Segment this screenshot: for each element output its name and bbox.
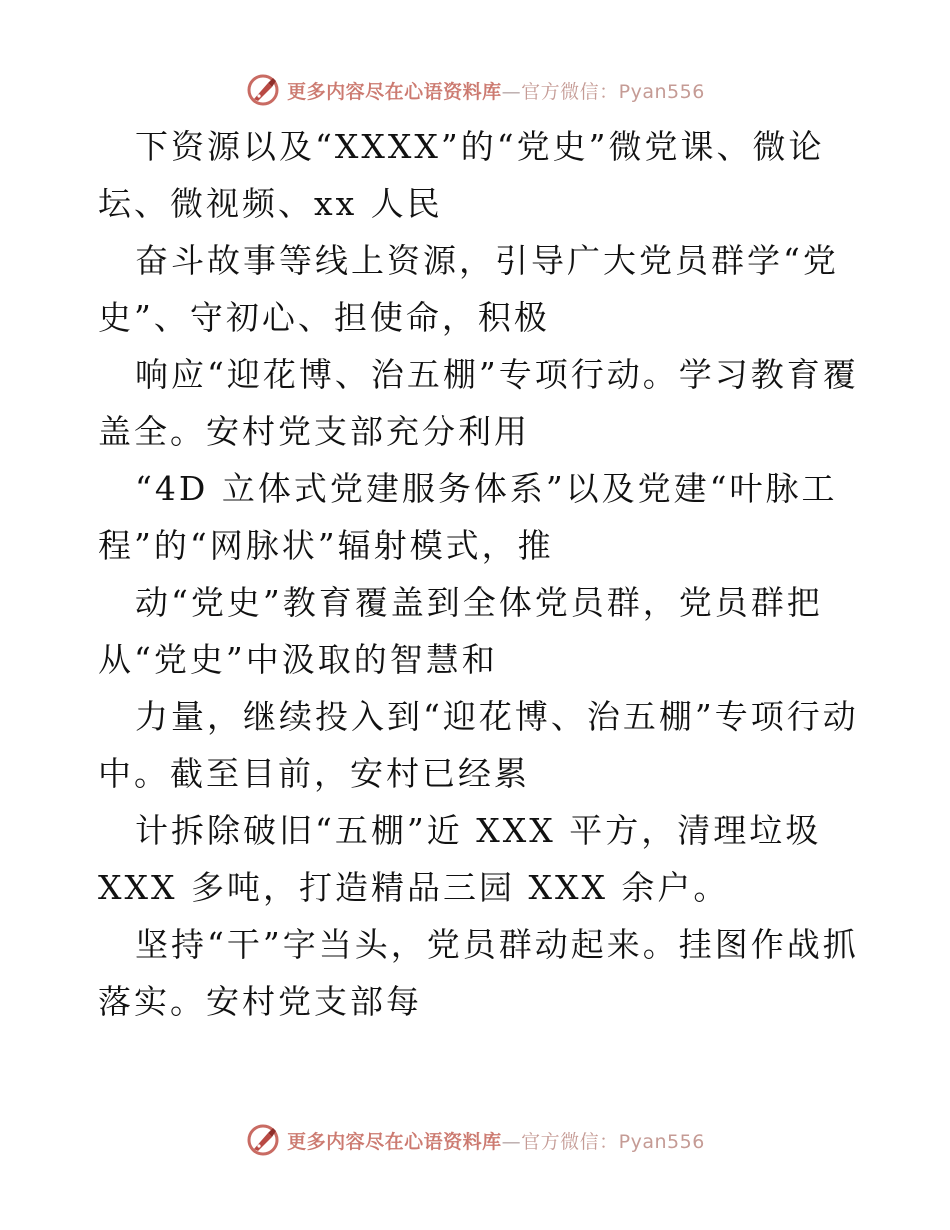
paragraph-7: [98, 802, 858, 916]
paragraph-5: [98, 574, 858, 688]
paragraph-line: 从“党史”中汲取的智慧和: [98, 640, 498, 679]
header-banner: [0, 70, 950, 110]
paragraph-line: 响应“迎花博、治五棚”专项行动。学习教育覆: [135, 355, 859, 394]
paragraph-8: [98, 916, 858, 1030]
banner-separator: —: [501, 80, 522, 103]
paragraph-line: 坚持“干”字当头，党员群动起来。挂图作战抓: [135, 925, 859, 964]
paragraph-line: 中。截至目前，安村已经累: [98, 754, 530, 793]
paragraph-line: 史”、守初心、担使命，积极: [98, 298, 550, 337]
pen-nib-logo-icon: [245, 72, 281, 108]
banner-wechat-text: 官方微信：Pyan556: [521, 1130, 705, 1153]
banner-wechat-text: 官方微信：Pyan556: [521, 80, 705, 103]
paragraph-line: 计拆除破旧“五棚”近 XXX 平方，清理垃圾: [135, 811, 822, 850]
paragraph-line: 奋斗故事等线上资源，引导广大党员群学“党: [135, 241, 839, 280]
banner-text: [287, 77, 705, 104]
paragraph-line: 力量，继续投入到“迎花博、治五棚”专项行动: [135, 697, 859, 736]
paragraph-line: XXX 多吨，打造精品三园 XXX 余户。: [98, 868, 730, 907]
banner-separator: —: [501, 1130, 522, 1153]
footer-banner: [0, 1120, 950, 1160]
banner-library-text: 更多内容尽在心语资料库: [287, 80, 502, 103]
paragraph-line: 下资源以及“XXXX”的“党史”微党课、微论: [135, 127, 825, 166]
pen-nib-logo-icon: [245, 1122, 281, 1158]
paragraph-line: 动“党史”教育覆盖到全体党员群，党员群把: [135, 583, 823, 622]
banner-library-text: 更多内容尽在心语资料库: [287, 1130, 502, 1153]
paragraph-line: 坛、微视频、xx 人民: [98, 184, 443, 223]
paragraph-6: [98, 688, 858, 802]
paragraph-2: [98, 232, 858, 346]
paragraph-line: 程”的“网脉状”辐射模式，推: [98, 526, 554, 565]
paragraph-4: [98, 460, 858, 574]
paragraph-line: 盖全。安村党支部充分利用: [98, 412, 530, 451]
paragraph-1: [98, 118, 858, 232]
banner-text: [287, 1127, 705, 1154]
document-body: [98, 118, 858, 1030]
paragraph-line: “4D 立体式党建服务体系”以及党建“叶脉工: [135, 469, 838, 508]
paragraph-line: 落实。安村党支部每: [98, 982, 422, 1021]
paragraph-3: [98, 346, 858, 460]
